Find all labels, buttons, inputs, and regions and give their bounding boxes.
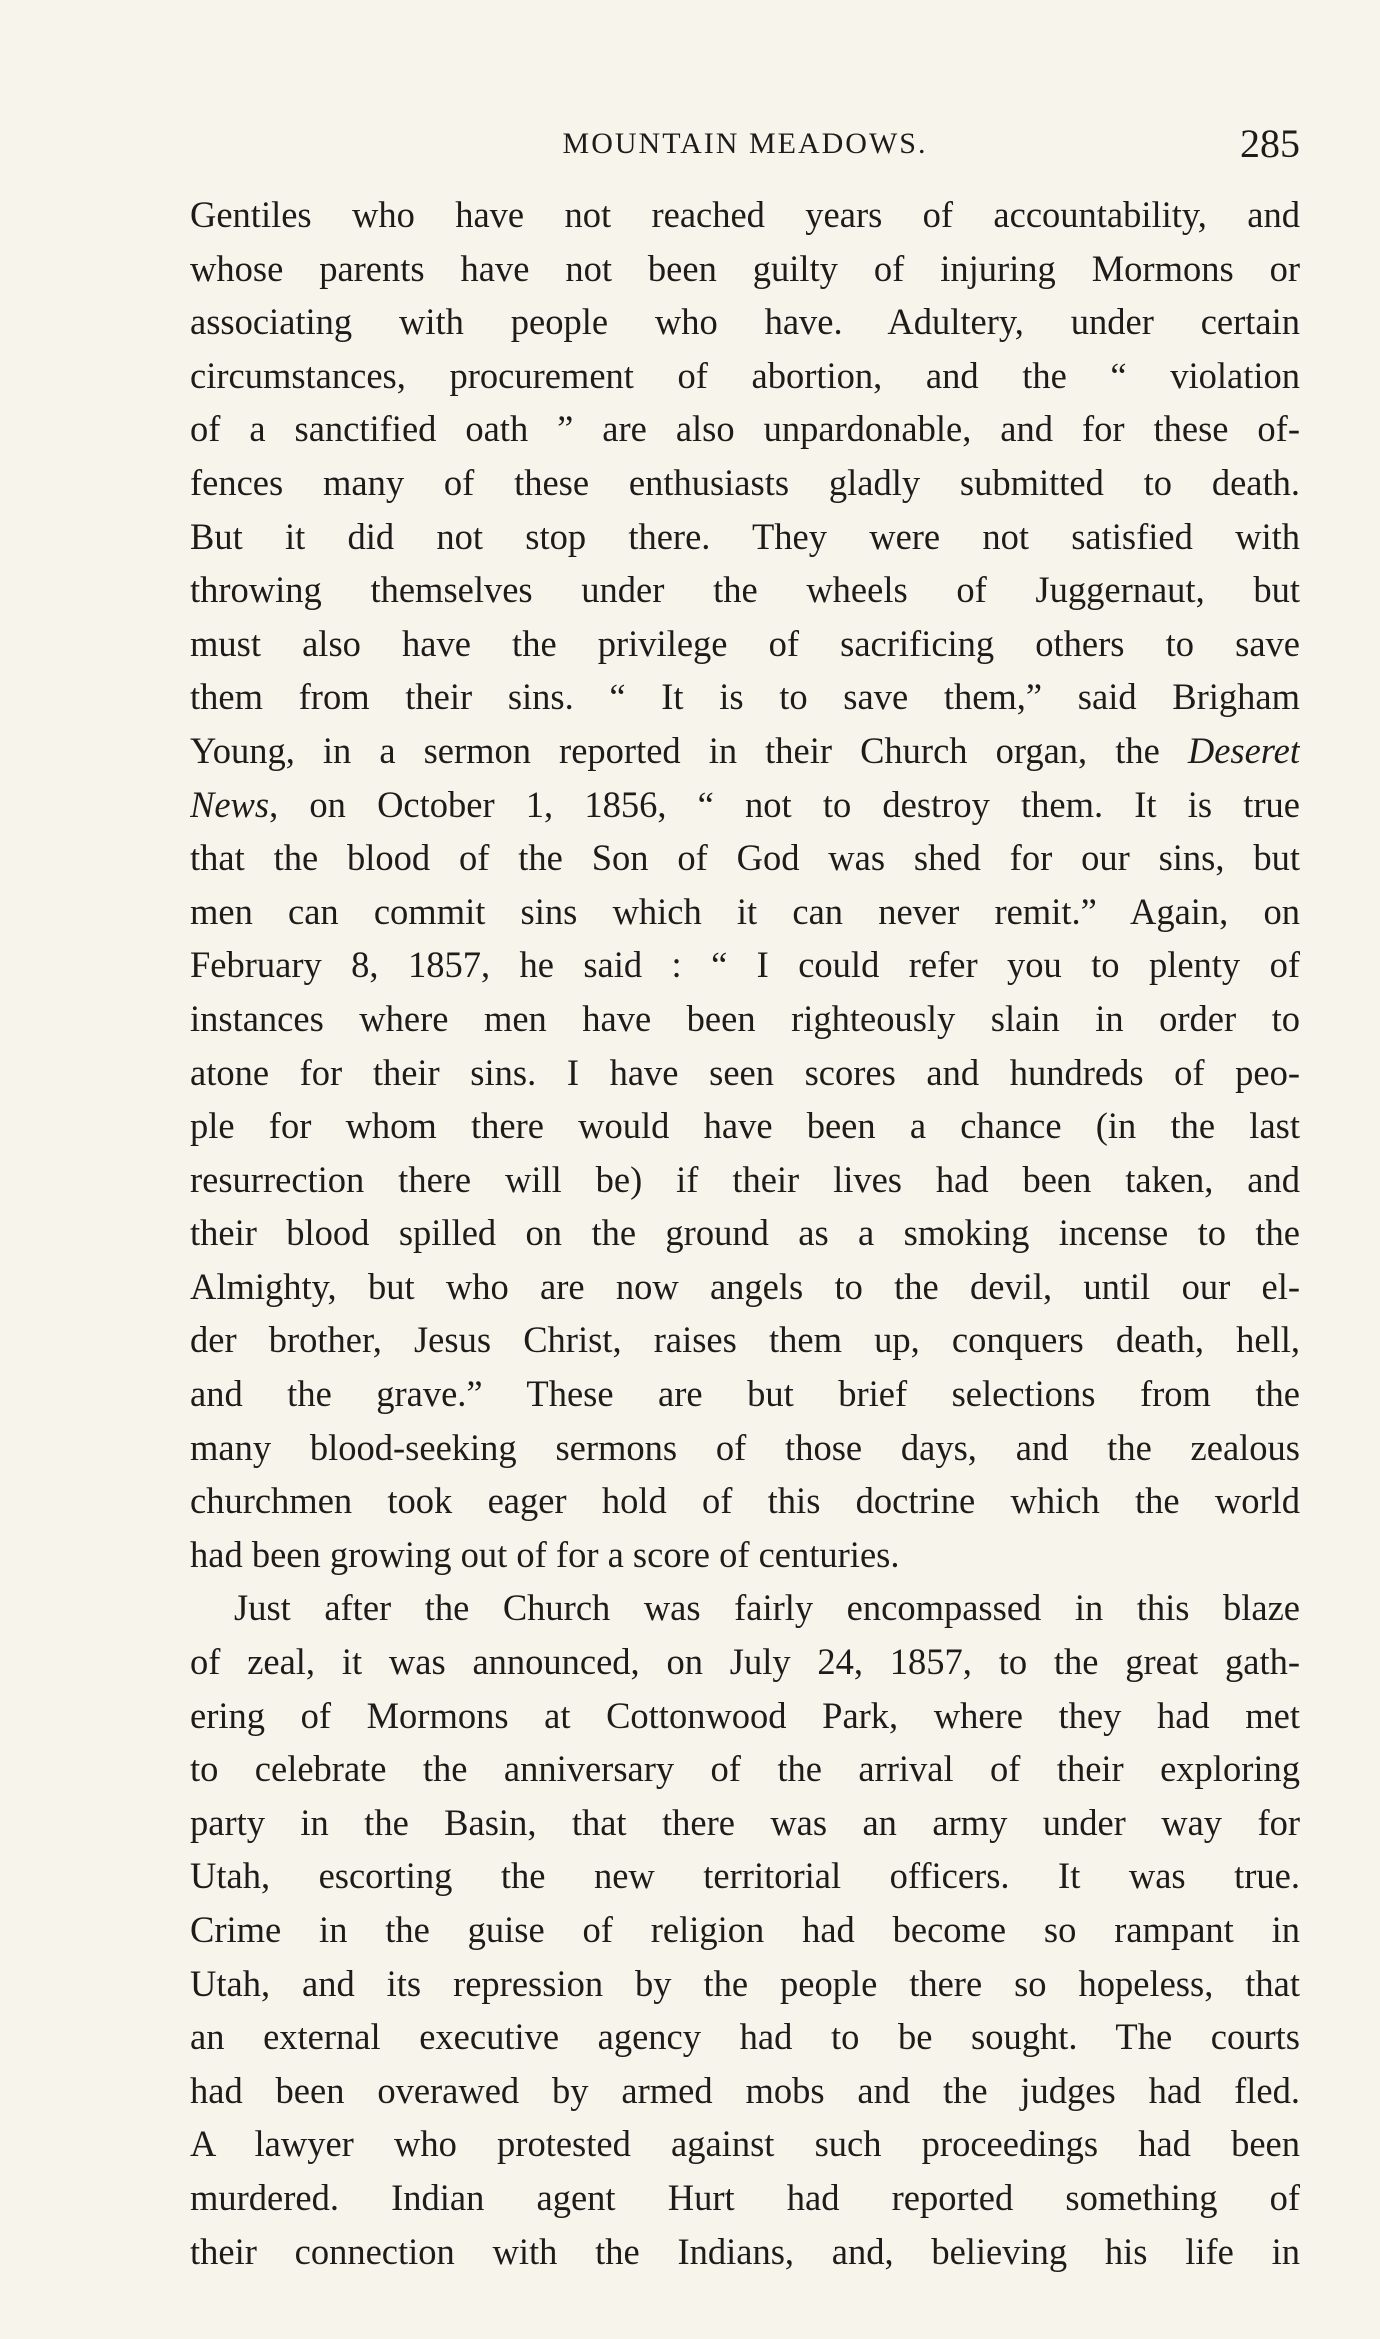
text-line: resurrection there will be) if their lives had been taken, and <box>190 1158 1300 1200</box>
text-line: Utah, escorting the new territorial officers. It was true. <box>190 1855 1300 1897</box>
text-line: had been overawed by armed mobs and the judges had fled. <box>190 2069 1300 2111</box>
text-line: Crime in the guise of religion had become so rampant in <box>190 1909 1300 1950</box>
text-line: Almighty, but who are now angels to the devil, until our el- <box>190 1265 1300 1307</box>
text-line: an external executive agency had to be sought. The courts <box>190 2016 1300 2058</box>
text-line: their blood spilled on the ground as a smoking incense to the <box>190 1212 1300 1254</box>
text-line: and the grave.” These are but brief selections from the <box>190 1373 1300 1415</box>
text-line: must also have the privilege of sacrificing others to save <box>190 622 1300 664</box>
newspaper-title: News <box>190 783 270 825</box>
text-segment: , on October 1, 1856, “ not to destroy them. It is true <box>269 783 1300 825</box>
text-line: February 8, 1857, he said : “ I could refer you to plenty of <box>190 944 1300 986</box>
newspaper-title: Deseret <box>1187 729 1300 771</box>
text-line: of a sanctified oath ” are also unpardonable, and for these of- <box>190 408 1300 450</box>
text-line: ering of Mormons at Cottonwood Park, where they had met <box>190 1694 1300 1736</box>
text-line: to celebrate the anniversary of the arrival of their exploring <box>190 1748 1300 1790</box>
text-line: that the blood of the Son of God was shed for our sins, but <box>190 837 1300 879</box>
text-line: of zeal, it was announced, on July 24, 1857, to the great gath- <box>190 1641 1300 1683</box>
running-title: MOUNTAIN MEADOWS. <box>562 127 928 160</box>
page-number: 285 <box>1240 121 1300 166</box>
text-line: them from their sins. “ It is to save them,” said Brigham <box>190 676 1300 718</box>
text-line: throwing themselves under the wheels of Juggernaut, but <box>190 569 1300 611</box>
text-line: circumstances, procurement of abortion, and the “ violation <box>190 354 1300 396</box>
text-line: Utah, and its repression by the people there so hopeless, that <box>190 1962 1300 2004</box>
text-line: churchmen took eager hold of this doctrine which the world <box>190 1480 1300 1522</box>
text-line: der brother, Jesus Christ, raises them up, conquers death, hell, <box>190 1319 1300 1361</box>
text-line: men can commit sins which it can never remit.” Again, on <box>190 890 1300 932</box>
text-line: murdered. Indian agent Hurt had reported something of <box>190 2176 1300 2218</box>
text-line <box>190 724 1300 778</box>
running-head <box>190 114 1300 174</box>
text-line: But it did not stop there. They were not satisfied with <box>190 515 1300 557</box>
text-line: party in the Basin, that there was an army under way for <box>190 1801 1300 1843</box>
text-line: atone for their sins. I have seen scores and hundreds of peo- <box>190 1051 1300 1093</box>
text-line: associating with people who have. Adultery, under certain <box>190 301 1300 343</box>
paragraph-end-line: had been growing out of for a score of centuries. <box>190 1533 900 1575</box>
text-line: many blood-seeking sermons of those days, and the zealous <box>190 1426 1300 1468</box>
text-line: A lawyer who protested against such proceedings had been <box>190 2123 1300 2165</box>
text-line: Gentiles who have not reached years of accountability, and <box>190 194 1300 235</box>
paragraph-start-line: Just after the Church was fairly encompassed in this blaze <box>234 1587 1300 1629</box>
text-line <box>190 778 1300 832</box>
text-segment: Young, in a sermon reported in their Church organ, the <box>190 729 1188 771</box>
text-line: instances where men have been righteously slain in order to <box>190 997 1300 1039</box>
text-line: fences many of these enthusiasts gladly submitted to death. <box>190 461 1300 503</box>
body-text <box>190 188 1300 2278</box>
text-line: ple for whom there would have been a chance (in the last <box>190 1105 1300 1147</box>
text-line: their connection with the Indians, and, believing his life in <box>190 2230 1300 2272</box>
text-line: whose parents have not been guilty of injuring Mormons or <box>190 247 1300 289</box>
